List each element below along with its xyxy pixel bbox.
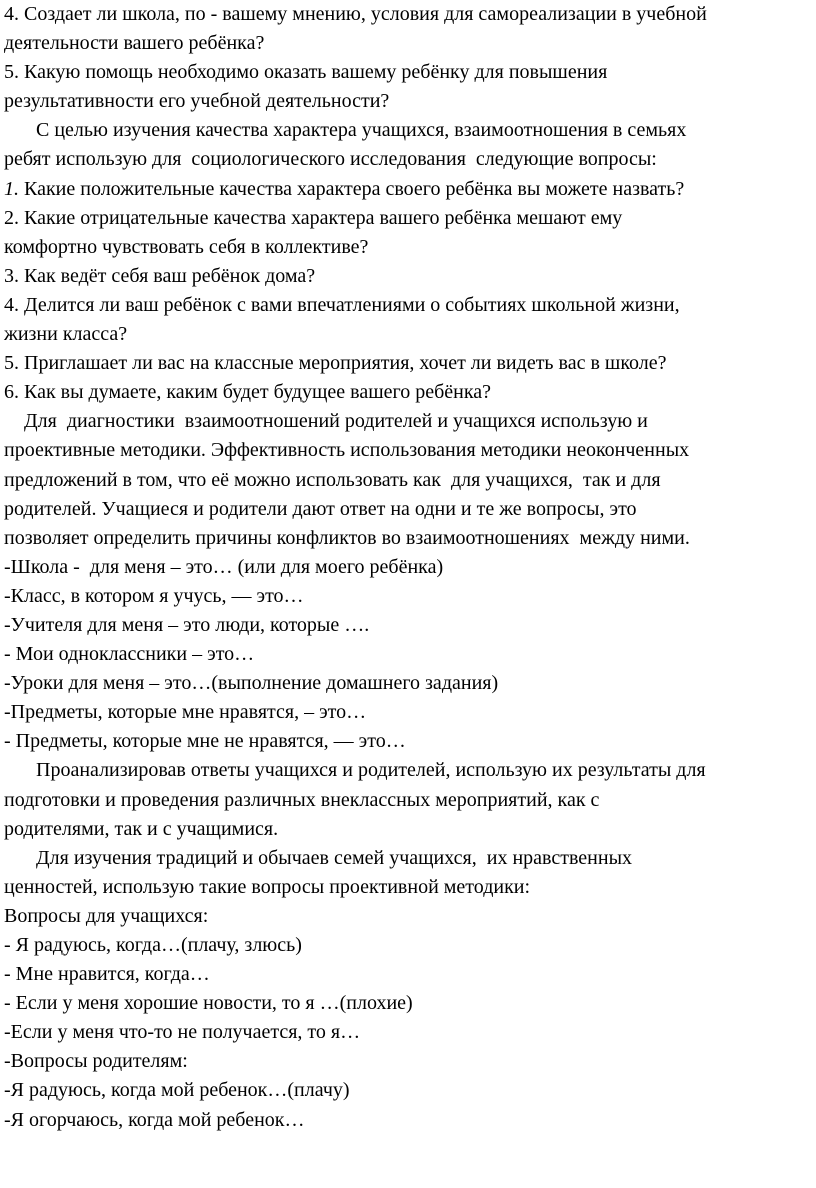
text-line <box>4 989 810 1018</box>
line-text: Проанализировав ответы учащихся и родителей, использую их результаты для <box>36 759 706 782</box>
text-line <box>4 291 810 320</box>
text-line <box>4 204 810 233</box>
line-text: 3. Как ведёт себя ваш ребёнок дома? <box>4 264 316 287</box>
line-text: деятельности вашего ребёнка? <box>4 32 265 55</box>
list-number: 1. <box>4 177 19 200</box>
line-text: 6. Как вы думаете, каким будет будущее вашего ребёнка? <box>4 381 491 404</box>
line-text: предложений в том, что её можно использовать как для учащихся, так и для <box>4 468 661 491</box>
line-text: -Если у меня что-то не получается, то я… <box>4 1021 361 1044</box>
line-text: 4. Создает ли школа, по - вашему мнению, условия для самореализации в учебной <box>4 3 707 25</box>
text-line <box>4 931 810 960</box>
text-line <box>4 727 810 756</box>
text-line <box>4 669 810 698</box>
line-text: 5. Приглашает ли вас на классные мероприятия, хочет ли видеть вас в школе? <box>4 352 667 375</box>
line-text: жизни класса? <box>4 323 128 346</box>
text-line <box>4 262 810 291</box>
line-text: - Если у меня хорошие новости, то я …(плохие) <box>4 992 413 1015</box>
line-text: Для изучения традиций и обычаев семей учащихся, их нравственных <box>36 846 633 869</box>
line-text: Какие положительные качества характера своего ребёнка вы можете назвать? <box>19 177 685 200</box>
line-text: ребят использую для социологического исследования следующие вопросы: <box>4 148 657 171</box>
text-line <box>4 58 810 87</box>
line-text: -Я огорчаюсь, когда мой ребенок… <box>4 1108 305 1131</box>
line-text: -Уроки для меня – это…(выполнение домашнего задания) <box>4 672 499 695</box>
text-line <box>4 495 810 524</box>
line-text: Для диагностики взаимоотношений родителей и учащихся использую и <box>24 410 648 433</box>
line-text: родителей. Учащиеся и родители дают ответ на одни и те же вопросы, это <box>4 497 637 520</box>
line-text: -Школа - для меня – это… (или для моего ребёнка) <box>4 555 444 578</box>
text-line <box>4 466 810 495</box>
text-line <box>4 582 810 611</box>
text-line <box>4 1018 810 1047</box>
line-text: Вопросы для учащихся: <box>4 904 209 927</box>
text-line <box>4 611 810 640</box>
line-text: 2. Какие отрицательные качества характера вашего ребёнка мешают ему <box>4 206 623 229</box>
line-text: проективные методики. Эффективность использования методики неоконченных <box>4 439 690 462</box>
text-line <box>4 902 810 931</box>
text-line <box>4 524 810 553</box>
line-text: ценностей, использую такие вопросы проективной методики: <box>4 875 531 898</box>
text-line <box>4 116 810 145</box>
text-line <box>4 349 810 378</box>
text-line <box>4 145 810 174</box>
line-text: позволяет определить причины конфликтов во взаимоотношениях между ними. <box>4 526 690 549</box>
text-line <box>4 640 810 669</box>
text-line <box>4 553 810 582</box>
line-text: -Я радуюсь, когда мой ребенок…(плачу) <box>4 1079 350 1102</box>
text-line <box>4 29 810 58</box>
line-text: - Мне нравится, когда… <box>4 963 210 986</box>
text-line <box>4 960 810 989</box>
text-line <box>4 436 810 465</box>
line-text: -Предметы, которые мне нравятся, – это… <box>4 701 367 724</box>
line-text: -Учителя для меня – это люди, которые …. <box>4 613 370 636</box>
text-line <box>4 0 810 29</box>
line-text: -Вопросы родителям: <box>4 1050 188 1073</box>
text-line <box>4 87 810 116</box>
line-text: - Я радуюсь, когда…(плачу, злюсь) <box>4 934 302 956</box>
line-text: результативности его учебной деятельности? <box>4 90 390 113</box>
text-line <box>4 786 810 815</box>
text-line <box>4 407 810 436</box>
line-text: комфортно чувствовать себя в коллективе? <box>4 235 369 258</box>
line-text: подготовки и проведения различных внеклассных мероприятий, как с <box>4 788 600 811</box>
document-body <box>4 0 810 1135</box>
text-line <box>4 815 810 844</box>
text-line <box>4 1047 810 1076</box>
text-line <box>4 1106 810 1135</box>
text-line <box>4 378 810 407</box>
text-line <box>4 756 810 785</box>
text-line <box>4 844 810 873</box>
line-text: - Мои одноклассники – это… <box>4 643 255 666</box>
line-text: родителями, так и с учащимися. <box>4 817 279 840</box>
line-text: 5. Какую помощь необходимо оказать вашему ребёнку для повышения <box>4 61 608 84</box>
text-line <box>4 175 810 204</box>
line-text: -Класс, в котором я учусь, — это… <box>4 584 304 607</box>
text-line <box>4 698 810 727</box>
text-line <box>4 320 810 349</box>
line-text: С целью изучения качества характера учащихся, взаимоотношения в семьях <box>36 119 687 142</box>
line-text: 4. Делится ли ваш ребёнок с вами впечатлениями о событиях школьной жизни, <box>4 293 680 316</box>
line-text: - Предметы, которые мне не нравятся, — это… <box>4 730 406 753</box>
text-line <box>4 233 810 262</box>
text-line <box>4 1076 810 1105</box>
text-line <box>4 873 810 902</box>
